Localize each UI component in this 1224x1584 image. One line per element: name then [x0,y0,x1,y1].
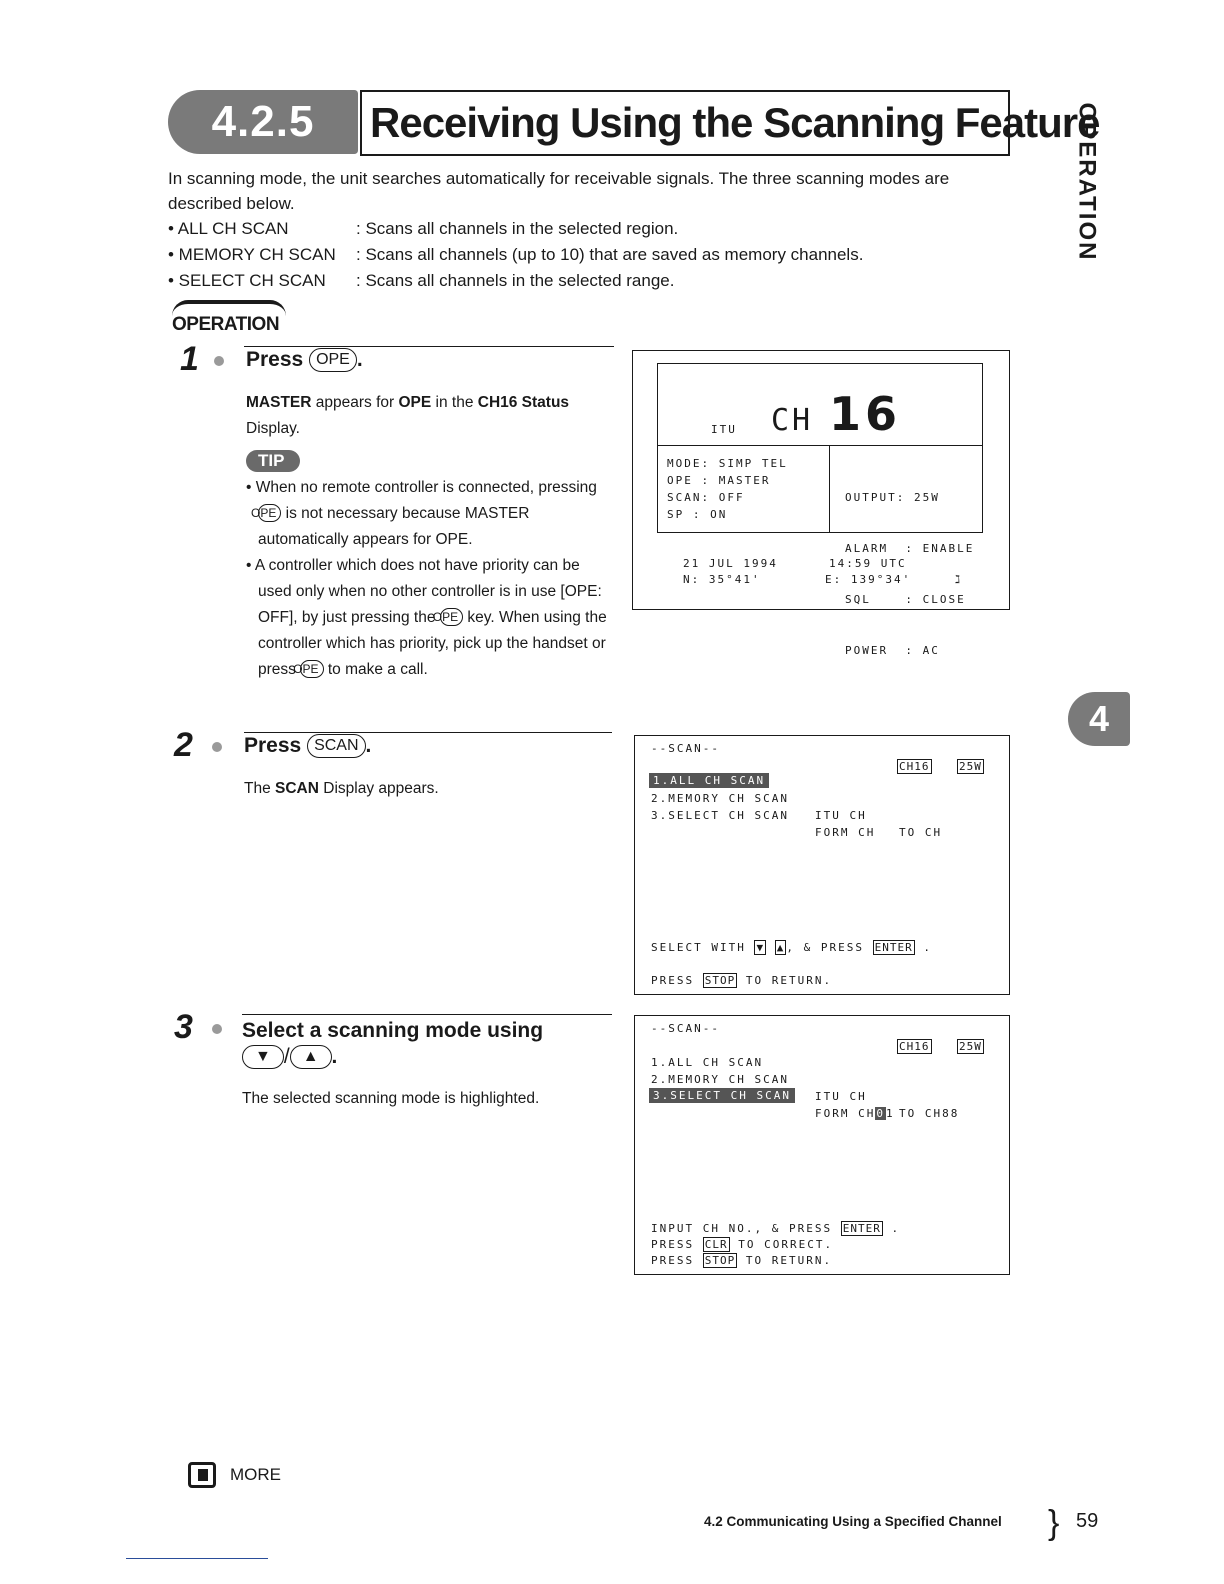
ch16-box: CH16 [899,1040,930,1053]
step-heading [246,348,363,372]
scan-menu-item-all-highlighted: 1.ALL CH SCAN [649,773,769,788]
scan-menu-item-select: 3.SELECT CH SCAN [651,809,789,822]
form-ch-field [815,1107,895,1120]
step-number: 2 [174,726,193,764]
step-rule [242,1014,612,1015]
status-output: OUTPUT: 25W [845,491,940,504]
correct-instruction [651,1238,833,1251]
bold-text: OPE [398,394,432,411]
ch-number: 16 [829,387,902,441]
mode-name: • ALL CH SCAN [168,219,289,238]
text: PRESS [651,1254,695,1267]
text: INPUT CH NO., & PRESS [651,1222,833,1235]
period: . [356,348,363,371]
power-box: 25W [959,1040,982,1053]
step-bullet-icon [214,356,224,366]
step-bullet-icon [212,1024,222,1034]
text: • A controller which does not have priority can be used only when no other controller is in use [OPE: OFF], by just pressing the [246,557,602,626]
scan-display [634,735,1010,995]
intro-paragraph: In scanning mode, the unit searches automatically for receivable signals. The three scanning modes are described below. [168,169,950,213]
step3-keys [242,1044,612,1070]
scan-title: --SCAN-- [651,742,720,755]
scan-select-display [634,1015,1010,1275]
step3-desc: The selected scanning mode is highlighted. [242,1090,540,1107]
intro [168,166,1018,294]
up-key-icon: ▲ [776,941,785,954]
bold-text: CH16 Status [477,394,570,411]
scan-menu-item-all: 1.ALL CH SCAN [651,1056,764,1069]
step1-body [246,390,616,683]
bold-text: MASTER [246,394,312,411]
text: . [923,941,932,954]
text: 1 [885,1107,895,1120]
slash: / [283,1045,290,1068]
text: SELECT WITH [651,941,746,954]
status-sql: SQL : CLOSE [845,593,966,606]
mode-name: • MEMORY CH SCAN [168,245,336,264]
side-tab-operation [1066,92,1106,272]
ope-key: OPE [300,660,323,678]
mode-name: • SELECT CH SCAN [168,271,326,290]
more-indicator [188,1462,281,1488]
step-number: 3 [174,1008,193,1046]
status-alarm: ALARM : ENABLE [845,542,975,555]
text: PRESS [651,1238,695,1251]
status-ope: OPE : MASTER [667,474,771,487]
to-ch-field: TO CH88 [899,1107,960,1120]
status-mode: MODE: SIMP TEL [667,457,788,470]
down-key-icon: ▼ [756,941,765,954]
tip-badge: TIP [246,450,300,472]
power-box: 25W [959,760,982,773]
input-cursor: 0 [876,1107,885,1120]
date-readout: 21 JUL 1994 [683,557,778,570]
up-key: ▲ [290,1045,332,1069]
step1-desc [246,390,616,442]
text: PRESS [651,974,695,987]
text: TO RETURN. [745,1254,833,1267]
mode-row [168,268,1018,294]
mode-row [168,242,1018,268]
ch16-box: CH16 [899,760,930,773]
enter-key-icon: ENTER [842,1222,881,1235]
enter-key-icon: ENTER [874,941,913,954]
itu-label: ITU [711,423,737,436]
text: . [891,1222,901,1235]
text: FORM CH [815,1107,876,1120]
scan-key: SCAN [307,734,365,758]
side-tab-label: OPERATION [1073,102,1100,262]
ope-key: OPE [440,608,463,626]
scan-menu-item-memory: 2.MEMORY CH SCAN [651,1073,789,1086]
page-number: 59 [1076,1510,1099,1532]
ope-key: OPE [309,348,357,372]
itu-ch-label: ITU CH [815,1090,867,1103]
chapter-badge: 4 [1068,692,1130,746]
select-instruction [651,941,932,954]
form-ch-label: FORM CH [815,826,876,839]
tip-item [246,553,616,683]
step-bullet-icon [212,742,222,752]
ch-header-box [657,363,983,445]
text: • When no remote controller is connected, pressing [246,479,597,496]
to-ch-label: TO CH [899,826,943,839]
mode-desc: : Scans all channels in the selected region. [356,219,679,238]
text: , & PRESS [786,941,864,954]
footer-rule [126,1558,268,1559]
time-readout: 14:59 UTC [829,557,907,570]
text: TO RETURN. [745,974,833,987]
section-number-badge: 4.2.5 [168,90,358,154]
more-label: MORE [230,1465,281,1484]
press-label: Press [246,348,304,371]
step2-desc [244,776,614,802]
ch-label: CH [771,403,814,438]
text: in the [431,394,478,411]
ope-key: OPE [258,504,281,522]
section-title: Receiving Using the Scanning Feature [360,90,1010,156]
stop-key-icon: STOP [704,1254,736,1267]
bold-text: SCAN [275,780,319,797]
return-instruction [651,1254,832,1267]
step-rule [244,732,612,733]
status-scan: SCAN: OFF [667,491,745,504]
footer-brace: } [1048,1504,1060,1542]
latitude-readout: N: 35°41' [683,573,761,586]
text: appears for [311,394,399,411]
step3-heading-text: Select a scanning mode using [242,1019,544,1042]
scan-title: --SCAN-- [651,1022,720,1035]
step-heading [244,734,371,758]
footer-chapter-title: 4.2 Communicating Using a Specified Channel [704,1514,1002,1529]
status-power: POWER : AC [845,644,940,657]
tip-item [246,475,616,553]
step-heading [242,1018,612,1070]
text: TO CORRECT. [738,1238,834,1251]
ch16-status-display [632,350,1010,657]
status-sp: SP : ON [667,508,728,521]
itu-ch-label: ITU CH [815,809,867,822]
mode-desc: : Scans all channels in the selected range. [356,271,675,290]
text: is not necessary because MASTER automatically appears for OPE. [258,505,530,548]
stop-key-icon: STOP [704,974,736,987]
text: Display appears. [318,780,439,797]
input-instruction [651,1222,900,1235]
longitude-readout: E: 139°34' [825,573,912,586]
text: to make a call. [323,661,428,678]
scan-menu-item-memory: 2.MEMORY CH SCAN [651,792,789,805]
scan-menu-item-select-highlighted: 3.SELECT CH SCAN [649,1088,795,1103]
grid-divider [829,445,830,533]
text: key. When using the controller which has priority, pick up the handset or press [258,609,607,678]
mode-desc: : Scans all channels (up to 10) that are saved as memory channels. [356,245,864,264]
step-number: 1 [180,340,199,378]
press-label: Press [244,734,302,757]
period: . [365,734,372,757]
more-icon [188,1462,216,1488]
clr-key-icon: CLR [704,1238,728,1251]
step-rule [244,346,614,347]
mode-row [168,216,1018,242]
text: The [244,780,276,797]
status-left [667,455,788,523]
operation-label: OPERATION [172,314,280,335]
return-instruction [651,974,832,987]
down-key: ▼ [242,1045,284,1069]
text: Display. [246,420,300,437]
mark-icon: ℷ [955,573,963,586]
period: . [331,1045,338,1068]
